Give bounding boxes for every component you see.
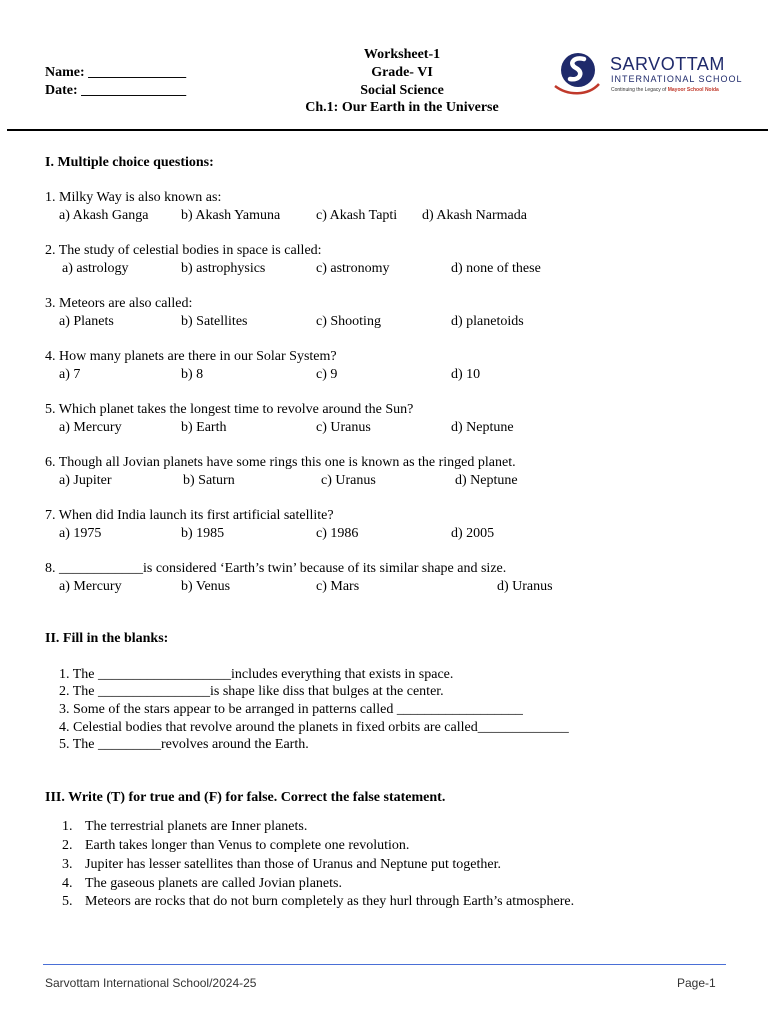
mcq-question: 6. Though all Jovian planets have some rings this one is known as the ringed planet.	[45, 455, 516, 470]
mcq-option: b) 8	[181, 367, 204, 382]
mcq-question: 8. ____________is considered ‘Earth’s twin’ because of its similar shape and size.	[45, 561, 507, 576]
mcq-option: c) Uranus	[316, 420, 371, 435]
tf-item-number: 1.	[62, 819, 73, 834]
school-logo-tagline: Continuing the Legacy of Mayoor School Noida	[611, 87, 719, 93]
section-3-heading: III. Write (T) for true and (F) for false. Correct the false statement.	[45, 790, 446, 805]
mcq-option: b) Satellites	[181, 314, 248, 329]
mcq-option: c) Akash Tapti	[316, 208, 398, 223]
tf-item-text: The gaseous planets are called Jovian planets.	[85, 876, 342, 891]
mcq-option: a) astrology	[62, 261, 129, 276]
tf-item-number: 2.	[62, 838, 73, 853]
name-field-label: Name: ______________	[45, 65, 187, 80]
fill-blank-item: 5. The _________revolves around the Earth.	[59, 737, 309, 752]
date-field-label: Date: _______________	[45, 83, 187, 98]
mcq-option: a) Mercury	[59, 579, 122, 594]
grade-title: Grade- VI	[371, 65, 433, 80]
tf-item-text: Jupiter has lesser satellites than those of Uranus and Neptune put together.	[85, 857, 502, 872]
mcq-option: c) Shooting	[316, 314, 381, 329]
worksheet-title: Worksheet-1	[363, 47, 441, 62]
fill-blank-item: 1. The ___________________includes everything that exists in space.	[59, 667, 454, 682]
mcq-question: 4. How many planets are there in our Solar System?	[45, 349, 337, 364]
footer-divider	[43, 964, 726, 965]
mcq-option: d) 10	[451, 367, 481, 382]
mcq-question: 1. Milky Way is also known as:	[45, 190, 222, 205]
mcq-question: 7. When did India launch its first artificial satellite?	[45, 508, 334, 523]
mcq-option: a) Akash Ganga	[59, 208, 149, 223]
mcq-option: c) 1986	[316, 526, 359, 541]
mcq-option: d) planetoids	[451, 314, 524, 329]
mcq-option: b) Saturn	[183, 473, 235, 488]
school-logo-emblem	[552, 50, 602, 98]
mcq-option: c) Mars	[316, 579, 360, 594]
tf-item-text: The terrestrial planets are Inner planets.	[85, 819, 308, 834]
school-logo-subtitle: INTERNATIONAL SCHOOL	[611, 74, 743, 84]
mcq-option: d) none of these	[451, 261, 541, 276]
mcq-option: a) Planets	[59, 314, 114, 329]
header-divider	[7, 129, 768, 131]
mcq-option: b) 1985	[181, 526, 225, 541]
section-2-heading: II. Fill in the blanks:	[45, 631, 169, 646]
footer-school-year: Sarvottam International School/2024-25	[45, 976, 257, 990]
mcq-option: b) Akash Yamuna	[181, 208, 281, 223]
mcq-option: c) 9	[316, 367, 338, 382]
tf-item-text: Meteors are rocks that do not burn completely as they hurl through Earth’s atmosphere.	[85, 894, 575, 909]
mcq-option: b) astrophysics	[181, 261, 266, 276]
mcq-option: d) Neptune	[451, 420, 514, 435]
subject-title: Social Science	[360, 83, 444, 98]
mcq-option: a) Mercury	[59, 420, 122, 435]
school-logo-name: SARVOTTAM	[610, 54, 725, 74]
mcq-option: c) Uranus	[321, 473, 376, 488]
tf-item-text: Earth takes longer than Venus to complete one revolution.	[85, 838, 410, 853]
fill-blank-item: 3. Some of the stars appear to be arranged in patterns called __________________	[59, 702, 523, 717]
mcq-option: d) Neptune	[455, 473, 518, 488]
mcq-question: 5. Which planet takes the longest time to revolve around the Sun?	[45, 402, 414, 417]
mcq-option: a) Jupiter	[59, 473, 112, 488]
mcq-option: d) 2005	[451, 526, 495, 541]
tf-item-number: 3.	[62, 857, 73, 872]
mcq-option: a) 7	[59, 367, 81, 382]
mcq-option: d) Uranus	[497, 579, 553, 594]
chapter-title: Ch.1: Our Earth in the Universe	[305, 100, 499, 115]
mcq-option: d) Akash Narmada	[422, 208, 527, 223]
mcq-option: b) Venus	[181, 579, 231, 594]
mcq-question: 2. The study of celestial bodies in space is called:	[45, 243, 322, 258]
mcq-option: b) Earth	[181, 420, 227, 435]
footer-page-number: Page-1	[677, 976, 716, 990]
fill-blank-item: 2. The ________________is shape like diss that bulges at the center.	[59, 684, 444, 699]
fill-blank-item: 4. Celestial bodies that revolve around the planets in fixed orbits are called_____________	[59, 720, 569, 735]
mcq-option: a) 1975	[59, 526, 102, 541]
tf-item-number: 4.	[62, 876, 73, 891]
tf-item-number: 5.	[62, 894, 73, 909]
mcq-option: c) astronomy	[316, 261, 390, 276]
mcq-question: 3. Meteors are also called:	[45, 296, 193, 311]
section-1-heading: I. Multiple choice questions:	[45, 155, 214, 170]
